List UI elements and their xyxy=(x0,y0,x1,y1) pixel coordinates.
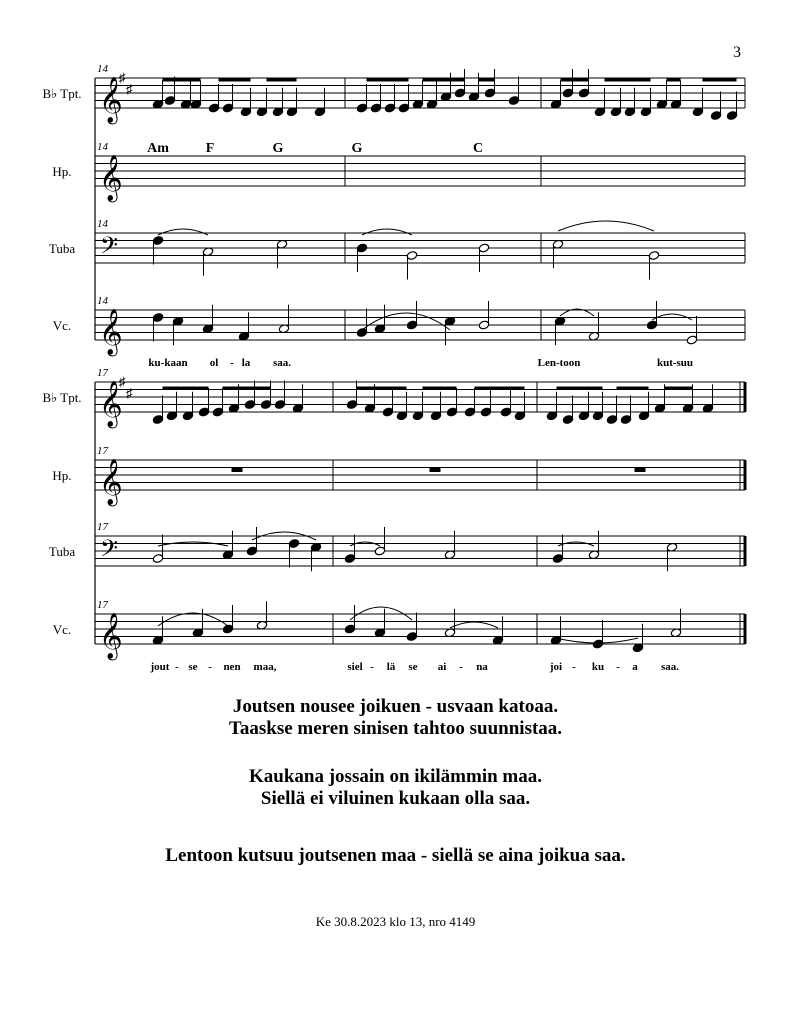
note-head xyxy=(686,335,697,345)
lyric-syllable: saa. xyxy=(660,661,680,673)
instrument-name: Vc. xyxy=(52,318,72,333)
measure-number: 14 xyxy=(97,295,108,307)
page-number: 3 xyxy=(733,44,741,61)
measure-number: 17 xyxy=(97,521,108,533)
note-head xyxy=(384,103,395,113)
note-head xyxy=(646,320,657,330)
note-head xyxy=(726,111,737,121)
note-head xyxy=(274,400,285,410)
lyric-syllable: ai xyxy=(437,661,447,673)
note-head xyxy=(500,407,511,417)
sharp-icon: ♯ xyxy=(119,70,126,85)
instrument-name: Hp. xyxy=(52,164,72,179)
note-head xyxy=(152,313,163,323)
poem-line: Taaskse meren sinisen tahtoo suunnistaa. xyxy=(228,718,563,739)
note-head xyxy=(478,243,489,253)
lyric-syllable: na xyxy=(476,661,488,673)
lyric-syllable: ku-kaan xyxy=(148,357,188,369)
instrument-name: Vc. xyxy=(52,622,72,637)
note-head xyxy=(152,415,163,425)
chord-symbol: Am xyxy=(147,141,169,156)
lyric-syllable: ol xyxy=(209,357,219,369)
note-head xyxy=(198,407,209,417)
note-head xyxy=(562,415,573,425)
instrument-name: Tuba xyxy=(48,241,76,256)
note-head xyxy=(208,103,219,113)
note-head xyxy=(356,328,367,338)
lyric-syllable: - xyxy=(370,661,374,673)
lyric-syllable: se xyxy=(408,661,418,673)
note-head xyxy=(260,400,271,410)
note-head xyxy=(484,88,495,98)
instrument-name: Tuba xyxy=(48,544,76,559)
measure-number: 17 xyxy=(97,367,108,379)
bass-clef-icon: 𝄢 xyxy=(100,233,119,265)
chord-symbol: C xyxy=(472,141,484,156)
lyric-syllable: - xyxy=(572,661,576,673)
sharp-icon: ♯ xyxy=(119,374,126,389)
slur xyxy=(450,622,498,628)
note-head xyxy=(164,96,175,106)
poem-stanza-2 xyxy=(0,766,791,810)
note-head xyxy=(552,554,563,564)
poem-line: Siellä ei viluinen kukaan olla saa. xyxy=(260,788,531,809)
note-head xyxy=(648,251,659,261)
note-head xyxy=(606,415,617,425)
note-head xyxy=(344,554,355,564)
note-head xyxy=(508,96,519,106)
note-head xyxy=(244,400,255,410)
measure-number: 14 xyxy=(97,218,108,230)
note-head xyxy=(374,546,385,556)
note-head xyxy=(382,407,393,417)
slur xyxy=(158,229,208,235)
note-head xyxy=(398,103,409,113)
whole-rest-icon xyxy=(430,468,440,472)
measure-number: 17 xyxy=(97,599,108,611)
lyric-syllable: lä xyxy=(386,661,396,673)
treble-clef-icon: 𝄞 xyxy=(99,77,123,122)
poem-stanza-3 xyxy=(0,845,791,867)
lyric-syllable: se xyxy=(188,661,198,673)
instrument-name: B♭ Tpt. xyxy=(42,390,82,405)
chord-symbol: F xyxy=(205,141,215,156)
note-head xyxy=(152,236,163,246)
lyric-syllable: - xyxy=(459,661,463,673)
lyric-syllable: Len-toon xyxy=(537,357,581,369)
poem-stanza-1 xyxy=(0,696,791,740)
bass-clef-icon: 𝄢 xyxy=(100,536,119,568)
lyric-syllable: a xyxy=(632,661,638,673)
note-head xyxy=(222,103,233,113)
lyric-syllable: ku xyxy=(591,661,605,673)
note-head xyxy=(356,103,367,113)
whole-rest-icon xyxy=(635,468,645,472)
note-head xyxy=(480,407,491,417)
lyric-syllable: - xyxy=(208,661,212,673)
treble-clef-icon: 𝄞 xyxy=(99,155,123,200)
lyric-syllable: jout xyxy=(150,661,170,673)
poem-line: Lentoon kutsuu joutsenen maa - siellä se aina joikua saa. xyxy=(165,845,626,866)
treble-clef-icon: 𝄞 xyxy=(99,309,123,354)
instrument-name: B♭ Tpt. xyxy=(42,86,82,101)
lyric-syllable: siel xyxy=(347,661,363,673)
lyric-syllable: kut-suu xyxy=(656,357,694,369)
poem-line: Joutsen nousee joikuen - usvaan katoaa. xyxy=(232,696,559,717)
lyric-syllable: - xyxy=(616,661,620,673)
measure-number: 17 xyxy=(97,445,108,457)
note-head xyxy=(344,624,355,634)
note-head xyxy=(212,407,223,417)
note-head xyxy=(356,243,367,253)
lyric-syllable: - xyxy=(230,357,234,369)
measure-number: 14 xyxy=(97,63,108,75)
note-head xyxy=(562,88,573,98)
lyric-syllable: joi xyxy=(549,661,563,673)
chord-symbol: G xyxy=(351,141,363,156)
slur xyxy=(362,313,450,330)
note-head xyxy=(592,639,603,649)
whole-rest-icon xyxy=(232,468,242,472)
measure-number: 14 xyxy=(97,141,108,153)
poem-line: Kaukana jossain on ikilämmin maa. xyxy=(249,766,542,787)
lyric-syllable: saa. xyxy=(272,357,292,369)
treble-clef-icon: 𝄞 xyxy=(99,459,123,504)
note-head xyxy=(464,407,475,417)
note-head xyxy=(246,546,257,556)
footer-date: Ke 30.8.2023 klo 13, nro 4149 xyxy=(315,914,476,929)
note-head xyxy=(152,554,163,564)
slur xyxy=(362,229,412,235)
treble-clef-icon: 𝄞 xyxy=(99,613,123,658)
note-head xyxy=(620,415,631,425)
note-head xyxy=(710,111,721,121)
lyric-syllable: - xyxy=(175,661,179,673)
note-head xyxy=(578,88,589,98)
lyric-syllable: la xyxy=(241,357,251,369)
treble-clef-icon: 𝄞 xyxy=(99,381,123,426)
note-head xyxy=(406,320,417,330)
note-head xyxy=(478,320,489,330)
sharp-icon: ♯ xyxy=(126,385,133,401)
sharp-icon: ♯ xyxy=(126,81,133,97)
note-head xyxy=(454,88,465,98)
lyric-syllable: maa, xyxy=(253,661,277,673)
note-head xyxy=(288,539,299,549)
slur xyxy=(158,613,228,626)
instrument-name: Hp. xyxy=(52,468,72,483)
slur xyxy=(558,221,654,231)
note-head xyxy=(406,632,417,642)
chord-symbol: G xyxy=(272,141,284,156)
note-head xyxy=(406,251,417,261)
lyric-syllable: nen xyxy=(223,661,241,673)
note-head xyxy=(446,407,457,417)
note-head xyxy=(370,103,381,113)
note-head xyxy=(346,400,357,410)
